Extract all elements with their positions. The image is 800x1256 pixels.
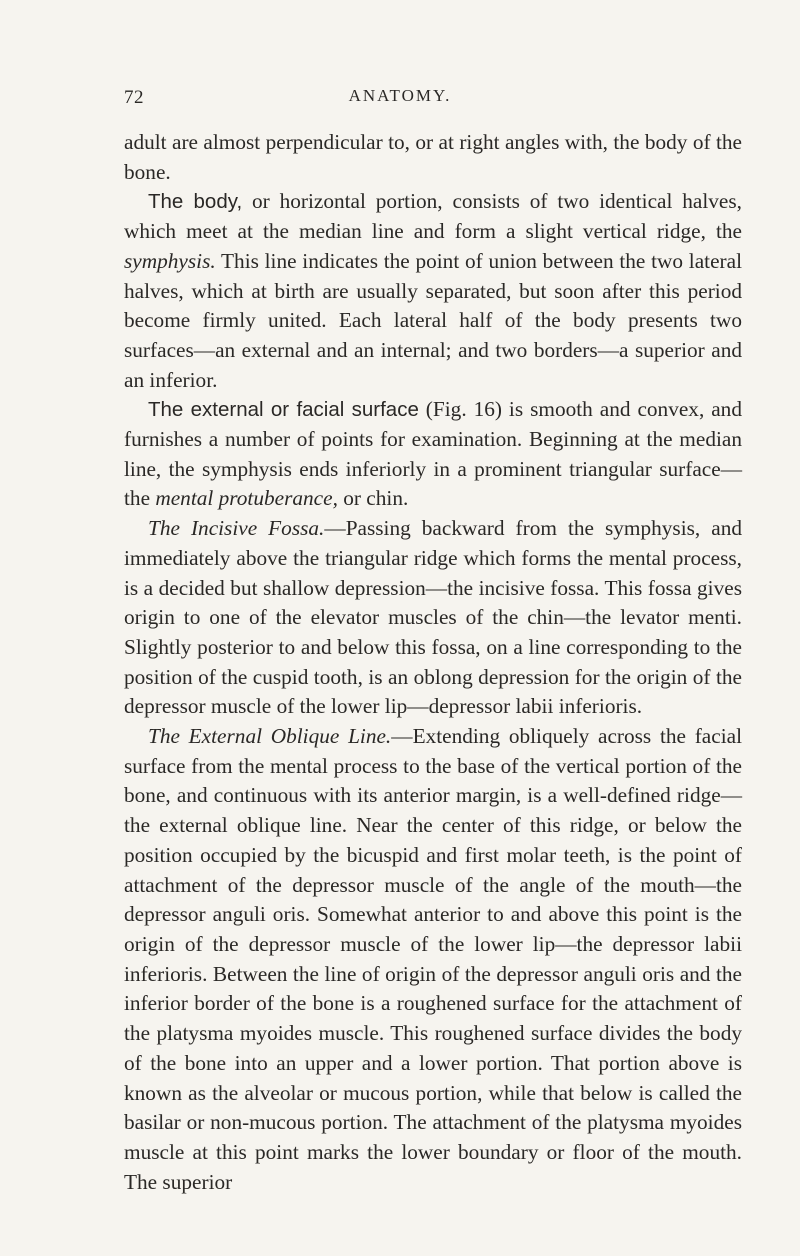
paragraph-external-surface	[124, 395, 742, 514]
paragraph-body	[124, 187, 742, 395]
page-number: 72	[124, 87, 144, 108]
body-text	[124, 128, 742, 1197]
section-title-incisive-fossa: The Incisive Fossa.	[148, 516, 325, 541]
paragraph-lead: The external or facial surface	[148, 398, 419, 422]
paragraph-text: (Fig. 16) is smooth and convex, and furnishes a number of points for examination. Beginning at the median line, the symphysis ends inferiorly in a prominent triangular surface—the	[124, 397, 742, 511]
paragraph-text: or horizontal portion, consists of two identical halves, which meet at the median line and form a slight vertical ridge, the	[124, 189, 742, 244]
paragraph-lead: The body,	[148, 190, 243, 214]
paragraph-text: —Extending obliquely across the facial surface from the mental process to the base of the vertical portion of the bone, and continuous with its anterior margin, is a well-defined ridge—the external oblique line. Near the center of this ridge, or below the position occupied by the bicuspid and first molar teeth, is the point of attachment of the depressor muscle of the angle of the mouth—the depressor anguli oris. Somewhat anterior to and above this point is the origin of the depressor muscle of the lower lip—the depressor labii inferioris. Between the line of origin of the depressor anguli oris and the inferior border of the bone is a roughened surface for the attachment of the platysma myoides muscle. This roughened surface divides the body of the bone into an upper and a lower portion. That portion above is known as the alveolar or mucous portion, while that below is called the basilar or non-mucous portion. The attachment of the platysma myoides muscle at this point marks the lower boundary or floor of the mouth. The superior	[124, 724, 742, 1194]
italic-term-symphysis: symphysis.	[124, 248, 216, 273]
paragraph-text: This line indicates the point of union between the two lateral halves, which at birth are usually separated, but soon after this period become firmly united. Each lateral half of the body presents two surfaces—an external and an internal; and two borders—a superior and an inferior.	[124, 248, 742, 392]
paragraph-continuation	[124, 128, 742, 187]
paragraph-text: adult are almost perpendicular to, or at right angles with, the body of the bone.	[124, 130, 742, 184]
section-title-external-oblique-line: The External Oblique Line.	[148, 724, 392, 749]
paragraph-text: or chin.	[337, 486, 409, 511]
italic-term-mental-protuberance: mental protuberance,	[155, 486, 338, 511]
paragraph-incisive-fossa	[124, 514, 742, 722]
paragraph-text: —Passing backward from the symphysis, and immediately above the triangular ridge which forms the mental process, is a decided but shallow depression—the incisive fossa. This fossa gives origin to one of the elevator muscles of the chin—the levator menti. Slightly posterior to and below this fossa, on a line corresponding to the position of the cuspid tooth, is an oblong depression for the origin of the depressor muscle of the lower lip—depressor labii inferioris.	[124, 516, 742, 719]
running-head: ANATOMY.	[348, 86, 452, 105]
paragraph-external-oblique-line	[124, 722, 742, 1197]
